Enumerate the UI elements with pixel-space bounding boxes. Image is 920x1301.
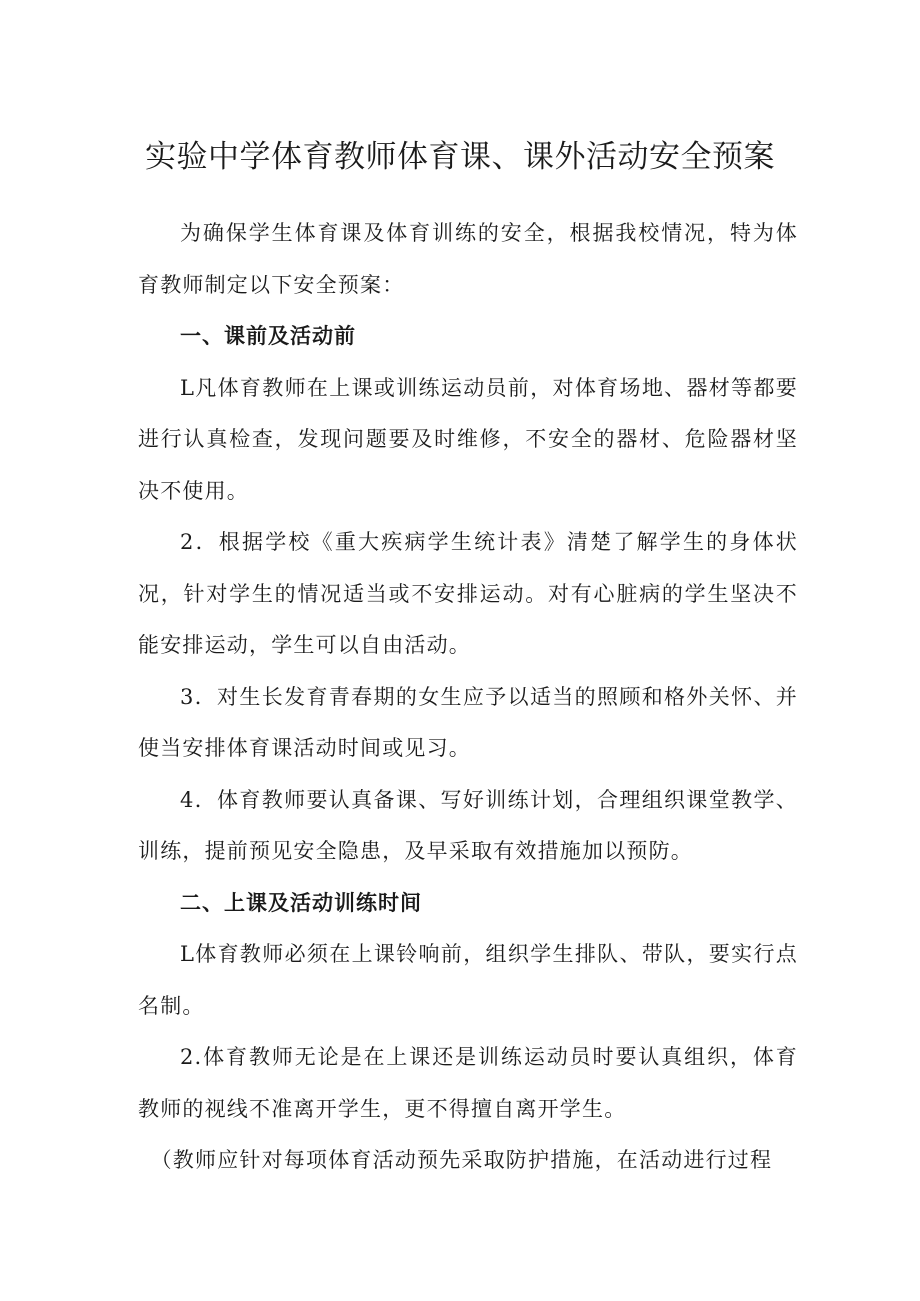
section-heading-1: 一、课前及活动前: [180, 324, 356, 348]
section1-item-4: 4．体育教师要认真备课、写好训练计划，合理组织课堂教学、训练，提前预见安全隐患，及早采取有效措施加以预防。: [138, 787, 798, 863]
section2-item-1: L体育教师必须在上课铃响前，组织学生排队、带队，要实行点名制。: [138, 942, 798, 1018]
section2-item-3: （教师应针对每项体育活动预先采取防护措施，在活动进行过程: [150, 1148, 773, 1172]
section1-item-2: 2．根据学校《重大疾病学生统计表》清楚了解学生的身体状况，针对学生的情况适当或不安排运动。对有心脏病的学生坚决不能安排运动，学生可以自由活动。: [138, 530, 798, 657]
document-body: [138, 208, 798, 1187]
document-title: 实验中学体育教师体育课、课外活动安全预案: [145, 139, 775, 175]
section1-item-3: 3．对生长发育青春期的女生应予以适当的照顾和格外关怀、并使当安排体育课活动时间或见习。: [138, 684, 798, 760]
intro-paragraph: 为确保学生体育课及体育训练的安全，根据我校情况，特为体育教师制定以下安全预案：: [138, 221, 798, 297]
section1-item-1: L凡体育教师在上课或训练运动员前，对体育场地、器材等都要进行认真检查，发现问题要及时维修，不安全的器材、危险器材坚决不使用。: [138, 375, 798, 503]
section2-item-2: 2.体育教师无论是在上课还是训练运动员时要认真组织，体育教师的视线不准离开学生，更不得擅自离开学生。: [138, 1045, 798, 1121]
section-heading-2: 二、上课及活动训练时间: [180, 890, 422, 915]
